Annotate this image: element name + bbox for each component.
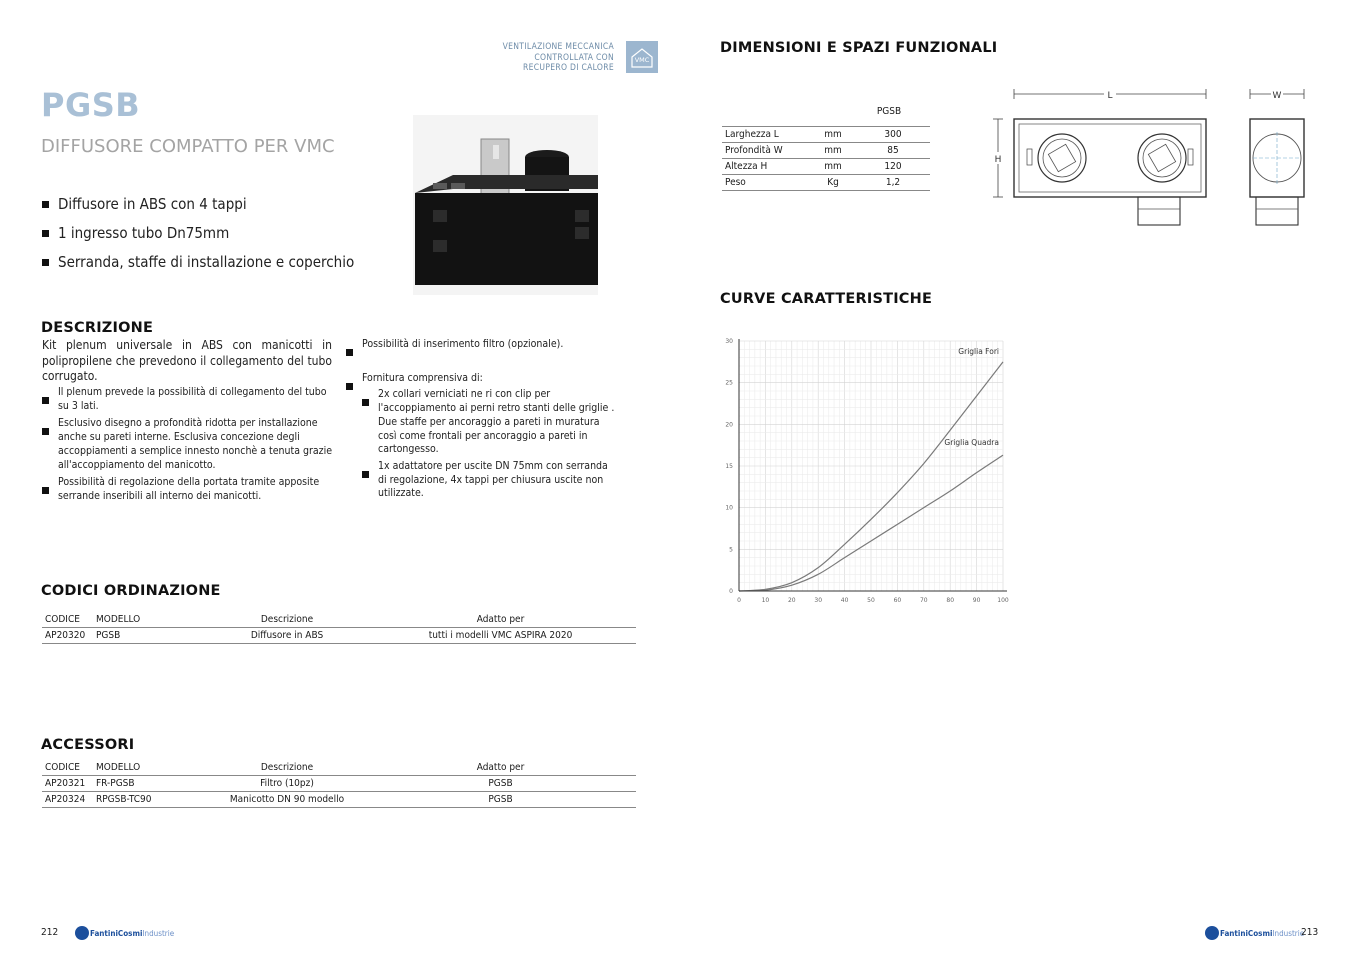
y-tick-label: 30 (725, 338, 733, 345)
product-image (413, 115, 598, 295)
svg-text:VMC: VMC (634, 56, 650, 64)
y-tick-label: 0 (729, 588, 733, 595)
performance-chart (715, 333, 1015, 613)
x-tick-label: 50 (867, 597, 875, 604)
description-bullets-left (42, 386, 334, 504)
supply-label: Fornitura comprensiva di: (362, 371, 483, 384)
dim-label-l: L (1107, 91, 1113, 101)
table-row: Larghezza L mm 300 (722, 127, 930, 143)
page-number-left: 212 (41, 927, 59, 938)
y-tick-label: 20 (725, 421, 733, 429)
x-tick-label: 20 (787, 597, 796, 604)
dimensions-table (722, 126, 930, 191)
y-axis-ticks (725, 338, 733, 595)
table-row: AP20321 FR-PGSB Filtro (10pz) PGSB (42, 776, 636, 792)
x-tick-label: 60 (893, 597, 902, 604)
x-tick-label: 40 (840, 597, 849, 604)
feature-item: Serranda, staffe di installazione e coperchio (42, 248, 354, 277)
chart-title: CURVE CARATTERISTICHE (720, 291, 933, 307)
accessories-header-row: CODICE MODELLO Descrizione Adatto per (42, 760, 636, 776)
table-row: Profondità W mm 85 (722, 143, 930, 159)
product-subtitle: DIFFUSORE COMPATTO PER VMC (41, 136, 335, 157)
series-label: Griglia Quadra (944, 438, 999, 448)
brand-mark-icon (1205, 926, 1219, 940)
x-tick-label: 80 (946, 597, 955, 604)
x-tick-label: 100 (997, 597, 1009, 604)
page-number-right: 213 (1301, 927, 1319, 938)
x-tick-label: 70 (919, 597, 928, 604)
description-bullets-right (346, 338, 618, 501)
ordering-header-row: CODICE MODELLO Descrizione Adatto per (42, 612, 636, 628)
accessories-table (42, 760, 636, 808)
supply-item: 1x adattatore per uscite DN 75mm con serranda di regolazione, 4x tappi per chiusura uscite non utilizzate. (362, 460, 618, 501)
product-code-title: PGSB (41, 86, 141, 124)
technical-drawing (990, 85, 1310, 235)
feature-list (42, 190, 354, 277)
feature-item: 1 ingresso tubo Dn75mm (42, 219, 354, 248)
brand-logo-left: FantiniCosmi Industrie (75, 926, 174, 940)
brand-logo-right: FantiniCosmi Industrie (1205, 926, 1304, 940)
feature-item: Diffusore in ABS con 4 tappi (42, 190, 354, 219)
description-intro: Kit plenum universale in ABS con manicotti in polipropilene che prevedono il collegamento del tubo corrugato. (42, 338, 332, 383)
ordering-heading: CODICI ORDINAZIONE (41, 583, 221, 599)
ordering-table (42, 612, 636, 644)
x-tick-label: 30 (814, 597, 823, 604)
y-tick-label: 15 (725, 463, 733, 470)
y-tick-label: 5 (729, 546, 733, 554)
description-bullet: Esclusivo disegno a profondità ridotta per installazione anche su pareti interne. Esclusiva concezione degli accoppiamenti a semplice innesto nonchè a tenuta grazie all'accoppiamento del manicotto. (42, 417, 334, 472)
table-row: AP20324 RPGSB-TC90 Manicotto DN 90 modello PGSB (42, 792, 636, 808)
x-tick-label: 10 (761, 597, 770, 604)
dimensions-col-header: PGSB (876, 106, 902, 117)
series-label: Griglia Fori (958, 346, 999, 356)
dim-label-h: H (994, 155, 1002, 165)
dim-label-w: W (1272, 91, 1282, 101)
chart-grid (739, 341, 1003, 591)
vmc-house-icon (626, 41, 658, 73)
description-heading: DESCRIZIONE (41, 320, 154, 336)
x-tick-label: 90 (972, 597, 981, 604)
description-bullet (346, 372, 618, 501)
x-axis-ticks (737, 597, 1009, 604)
x-tick-label: 0 (737, 597, 741, 604)
table-row: Altezza H mm 120 (722, 159, 930, 175)
y-tick-label: 10 (725, 504, 733, 512)
brand-mark-icon (75, 926, 89, 940)
description-bullet: Possibilità di inserimento filtro (opzionale). (346, 338, 618, 352)
accessories-heading: ACCESSORI (41, 737, 135, 753)
category-label: VENTILAZIONE MECCANICA CONTROLLATA CON RECUPERO DI CALORE (502, 42, 614, 73)
y-tick-label: 25 (725, 379, 733, 387)
table-row: Peso Kg 1,2 (722, 175, 930, 191)
table-row: AP20320 PGSB Diffusore in ABS tutti i modelli VMC ASPIRA 2020 (42, 628, 636, 644)
dimensions-heading: DIMENSIONI E SPAZI FUNZIONALI (720, 40, 998, 56)
description-bullet: Il plenum prevede la possibilità di collegamento del tubo su 3 lati. (42, 386, 334, 413)
description-bullet: Possibilità di regolazione della portata tramite apposite serrande inseribili all interno dei manicotti. (42, 476, 334, 503)
supply-item: 2x collari verniciati ne ri con clip per l'accoppiamento ai perni retro stanti delle griglie . Due staffe per ancoraggio a pareti in muratura così come frontali per ancoraggio a pareti in cartongesso. (362, 388, 618, 457)
supply-sub-bullets (362, 388, 618, 501)
